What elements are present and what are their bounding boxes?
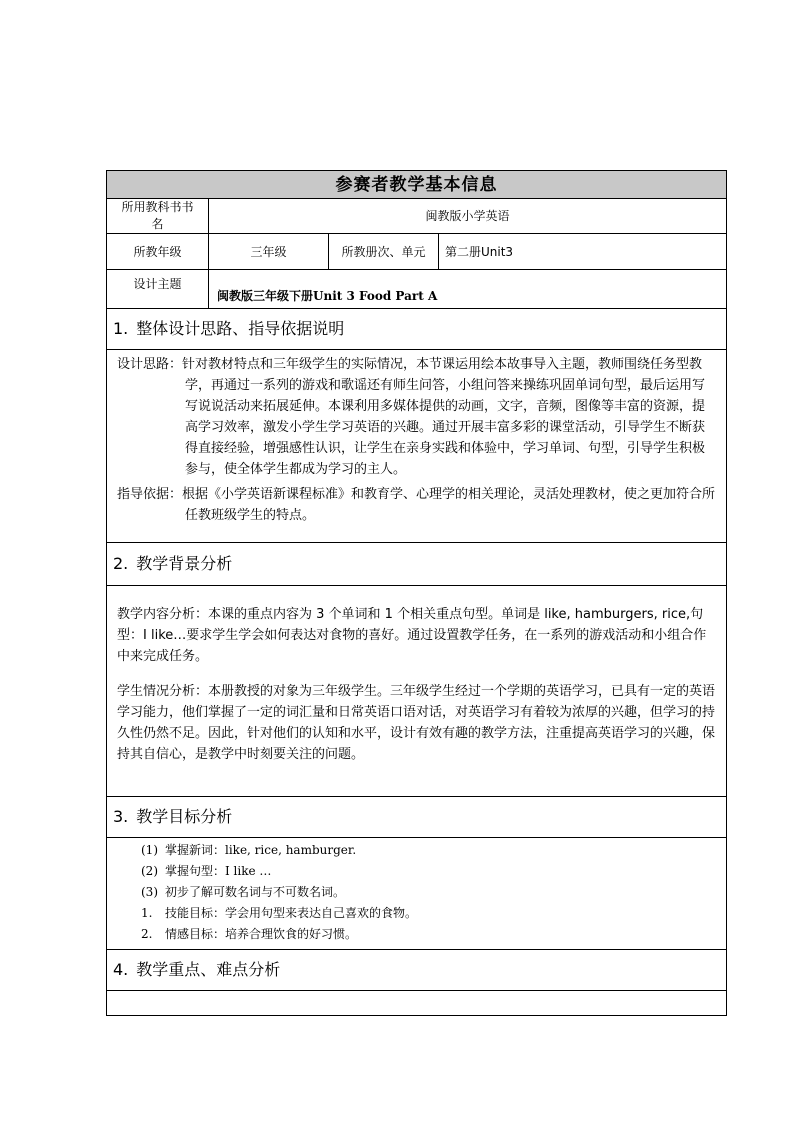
section-number: 4. xyxy=(113,960,129,979)
lesson-plan-form xyxy=(106,170,726,1010)
grade-value: 三年级 xyxy=(209,234,329,270)
section-number: 2. xyxy=(113,554,129,573)
goal-item: (1) 掌握新词：like, rice, hamburger. xyxy=(141,843,357,857)
section-title: 教学重点、难点分析 xyxy=(136,960,281,979)
volume-value: 第二册Unit3 xyxy=(439,234,727,270)
section-4-heading xyxy=(107,950,727,991)
student-analysis-paragraph: 学生情况分析：本册教授的对象为三年级学生。三年级学生经过一个学期的英语学习，已具有一定的英语学习能力，他们掌握了一定的词汇量和日常英语口语对话，对英语学习有着较为浓厚的兴趣，但学习的持久性仍然不足。因此，针对他们的认知和水平，设计有效有趣的教学方法，注重提高英语学习的兴趣，保持其自信心，是教学中时刻要关注的问题。 xyxy=(117,684,716,762)
info-table xyxy=(106,170,727,1016)
section-title: 整体设计思路、指导依据说明 xyxy=(136,319,345,338)
goal-item: (3) 初步了解可数名词与不可数名词。 xyxy=(141,885,346,899)
section-title: 教学目标分析 xyxy=(136,807,233,826)
guidance-paragraph: 指导依据：根据《小学英语新课程标准》和教育学、心理学的相关理论，灵活处理教材，使之更加符合所任教班级学生的特点。 xyxy=(117,487,716,523)
section-3-body xyxy=(107,838,727,950)
section-number: 3. xyxy=(113,807,129,826)
section-1-body xyxy=(107,350,727,543)
textbook-label: 所用教科书书名 xyxy=(107,199,209,234)
goal-item: (2) 掌握句型：I like … xyxy=(141,864,272,878)
goal-item: 2. 情感目标：培养合理饮食的好习惯。 xyxy=(141,927,358,941)
design-idea-paragraph: 设计思路：针对教材特点和三年级学生的实际情况，本节课运用绘本故事导入主题，教师围绕任务型教学，再通过一系列的游戏和歌谣还有师生问答，小组问答来操练巩固单词句型，最后运用写写说说活动来拓展延伸。本课利用多媒体提供的动画，文字，音频，图像等丰富的资源，提高学习效率，激发小学生学习英语的兴趣。通过开展丰富多彩的课堂活动，引导学生不断获得直接经验，增强感性认识，让学生在亲身实践和体验中，学习单词、句型，引导学生积极参与，使全体学生都成为学习的主人。 xyxy=(117,357,706,477)
textbook-value: 闽教版小学英语 xyxy=(209,199,727,234)
topic-label: 设计主题 xyxy=(107,270,209,309)
content-analysis-paragraph: 教学内容分析：本课的重点内容为 3 个单词和 1 个相关重点句型。单词是 like, hamburgers, rice,句型：I like…要求学生学会如何表达对食物的喜好。通过设置教学任务，在一系列的游戏活动和小组合作中来完成任务。 xyxy=(117,607,707,664)
form-title: 参赛者教学基本信息 xyxy=(107,171,727,199)
section-2-body xyxy=(107,586,727,797)
grade-label: 所教年级 xyxy=(107,234,209,270)
section-4-body xyxy=(107,991,727,1016)
section-number: 1. xyxy=(113,319,129,338)
section-3-heading xyxy=(107,797,727,838)
topic-value: 闽教版三年级下册Unit 3 Food Part A xyxy=(217,289,438,303)
topic-value-cell xyxy=(209,270,727,309)
section-2-heading xyxy=(107,543,727,586)
section-title: 教学背景分析 xyxy=(136,554,233,573)
volume-label: 所教册次、单元 xyxy=(329,234,439,270)
section-1-heading xyxy=(107,309,727,350)
goal-item: 1. 技能目标：学会用句型来表达自己喜欢的食物。 xyxy=(141,906,418,920)
